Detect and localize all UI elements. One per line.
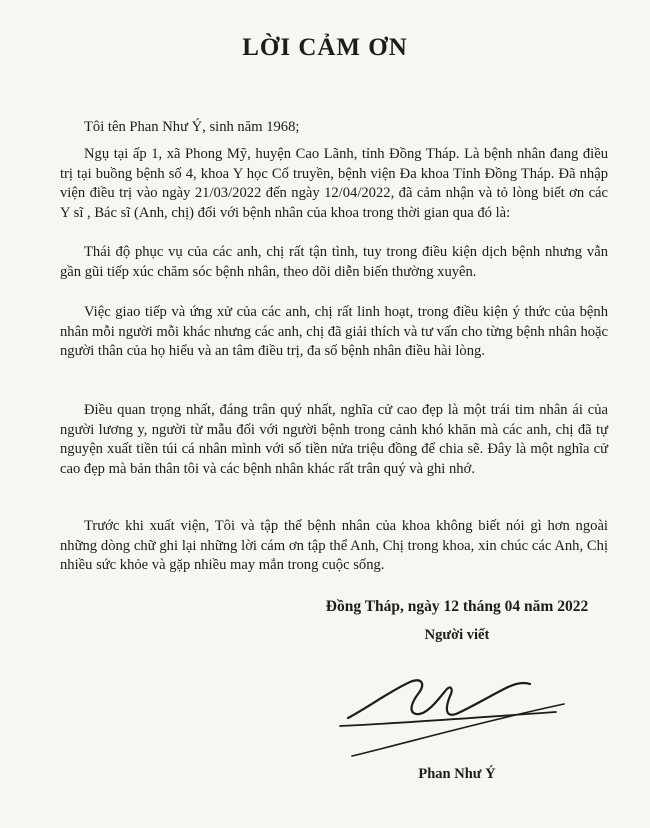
paragraph-residence: Ngụ tại ấp 1, xã Phong Mỹ, huyện Cao Lãnh, tỉnh Đồng Tháp. Là bệnh nhân đang điều trị tại buồng bệnh số 4, khoa Y học Cổ truyền, bệnh viện Đa khoa Tỉnh Đồng Tháp. Đã nhập viện điều trị vào ngày 21/03/2022 đến ngày 12/04/2022, đã cảm nhận và tỏ lòng biết ơn các Y sĩ , Bác sĩ (Anh, chị) đối với bệnh nhân của khoa trong thời gian qua đó là: bbox=[60, 146, 608, 221]
handwritten-signature bbox=[330, 660, 570, 770]
paragraph-attitude: Thái độ phục vụ của các anh, chị rất tận tình, tuy trong điều kiện dịch bệnh nhưng vẫn gần gũi tiếp xúc chăm sóc bệnh nhân, theo dõi diễn biến thường xuyên. bbox=[60, 244, 608, 280]
signer-name: Phan Như Ý bbox=[418, 766, 496, 782]
date-line: Đồng Tháp, ngày 12 tháng 04 năm 2022 bbox=[325, 598, 589, 615]
letter-title: LỜI CẢM ƠN bbox=[242, 34, 408, 61]
intro-line: Tôi tên Phan Như Ý, sinh năm 1968; bbox=[84, 119, 300, 135]
paragraph-compassion: Điều quan trọng nhất, đáng trân quý nhất, nghĩa cử cao đẹp là một trái tim nhân ái của người lương y, người từ mẫu đối với người bệnh trong cảnh khó khăn mà các anh, chị đã tự nguyện xuất tiền túi cá nhân mình với số tiền nửa triệu đồng để chia sẽ. Đây là một nghĩa cử cao đẹp mà bản thân tôi và các bệnh nhân khác rất trân quý và ghi nhớ. bbox=[60, 402, 608, 477]
paragraph-closing: Trước khi xuất viện, Tôi và tập thể bệnh nhân của khoa không biết nói gì hơn ngoài những dòng chữ ghi lại những lời cám ơn tập thể Anh, Chị trong khoa, xin chúc các Anh, Chị nhiều sức khỏe và gặp nhiều may mắn trong cuộc sống. bbox=[60, 518, 608, 573]
paragraph-communication: Việc giao tiếp và ứng xử của các anh, chị rất linh hoạt, trong điều kiện ý thức của bệnh nhân mỗi người mỗi khác nhưng các anh, chị đã giải thích và tư vấn cho từng bệnh nhân hoặc người thân của họ hiểu và an tâm điều trị, đa số bệnh nhân điều hài lòng. bbox=[60, 304, 608, 359]
writer-label: Người viết bbox=[424, 627, 490, 643]
